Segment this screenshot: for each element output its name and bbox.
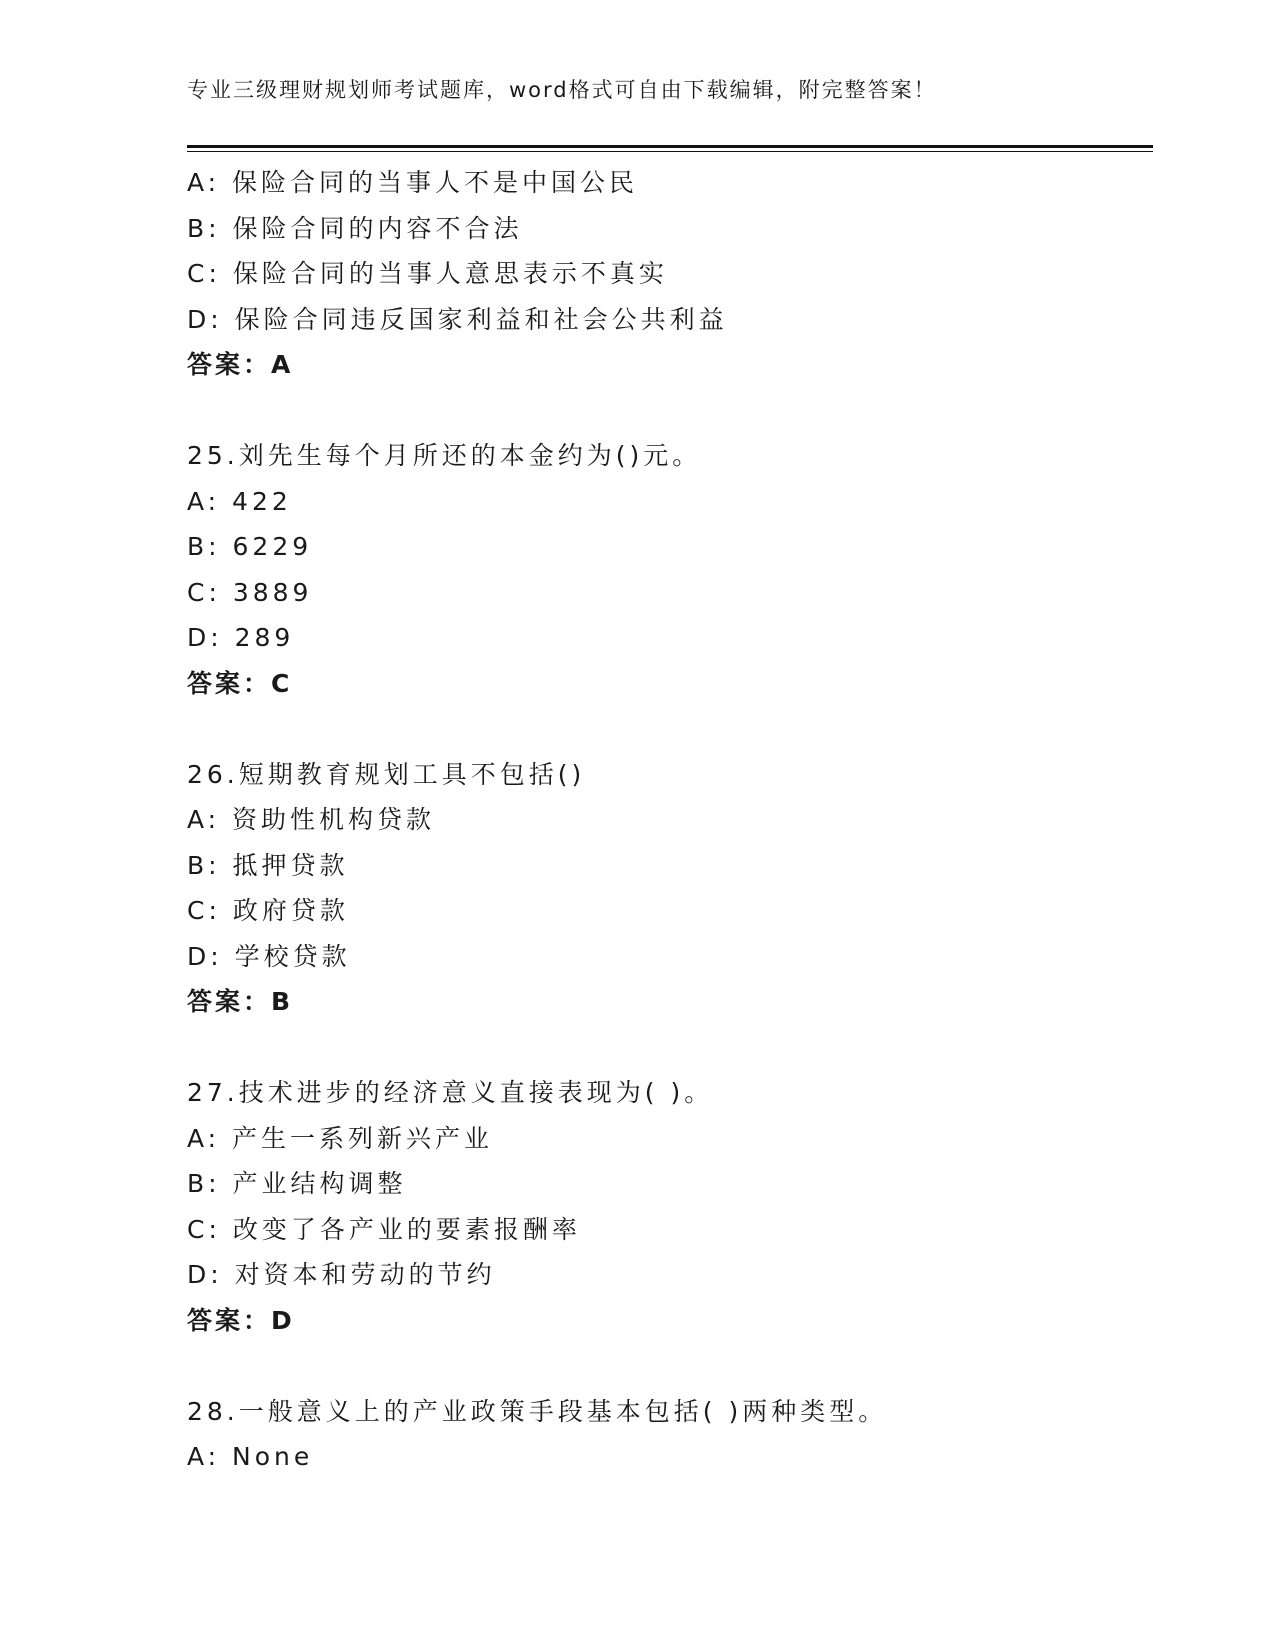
- answer-line: 答案：A: [187, 350, 294, 379]
- option-a: A: None: [187, 1442, 314, 1471]
- question-block: [187, 160, 1147, 388]
- block-gap: [187, 1343, 1147, 1389]
- question-stem: 25.刘先生每个月所还的本金约为()元。: [187, 441, 702, 470]
- answer-line: 答案：B: [187, 987, 294, 1016]
- option-a: A: 422: [187, 486, 292, 516]
- question-block: [187, 433, 1147, 706]
- option-a: A: 资助性机构贷款: [187, 805, 436, 834]
- block-gap: [187, 706, 1147, 752]
- option-d: D: 学校贷款: [187, 941, 351, 971]
- option-b: B: 产业结构调整: [187, 1169, 407, 1198]
- page-header: 专业三级理财规划师考试题库，word格式可自由下载编辑，附完整答案！: [187, 78, 937, 102]
- answer-line: 答案：D: [187, 1305, 295, 1335]
- option-c: C: 3889: [187, 577, 313, 607]
- option-b: B: 保险合同的内容不合法: [187, 213, 523, 243]
- option-d: D: 289: [187, 623, 295, 652]
- option-c: C: 改变了各产业的要素报酬率: [187, 1214, 581, 1244]
- block-gap: [187, 1025, 1147, 1071]
- question-content: [187, 160, 1147, 1480]
- option-a: A: 产生一系列新兴产业: [187, 1123, 494, 1153]
- question-stem: 28.一般意义上的产业政策手段基本包括( )两种类型。: [187, 1396, 888, 1426]
- question-block: [187, 1070, 1147, 1343]
- question-block: [187, 1389, 1147, 1480]
- question-stem: 26.短期教育规划工具不包括(): [187, 759, 586, 789]
- option-b: B: 6229: [187, 532, 313, 561]
- option-d: D: 保险合同违反国家利益和社会公共利益: [187, 304, 728, 334]
- header-rule-thick: [187, 145, 1153, 148]
- header-rule-thin: [187, 151, 1153, 152]
- answer-line: 答案：C: [187, 668, 293, 698]
- option-a: A: 保险合同的当事人不是中国公民: [187, 168, 639, 197]
- option-b: B: 抵押贷款: [187, 850, 349, 880]
- block-gap: [187, 388, 1147, 434]
- question-block: [187, 752, 1147, 1025]
- option-c: C: 政府贷款: [187, 896, 349, 925]
- option-c: C: 保险合同的当事人意思表示不真实: [187, 259, 668, 288]
- question-stem: 27.技术进步的经济意义直接表现为( )。: [187, 1078, 714, 1107]
- option-d: D: 对资本和劳动的节约: [187, 1260, 496, 1289]
